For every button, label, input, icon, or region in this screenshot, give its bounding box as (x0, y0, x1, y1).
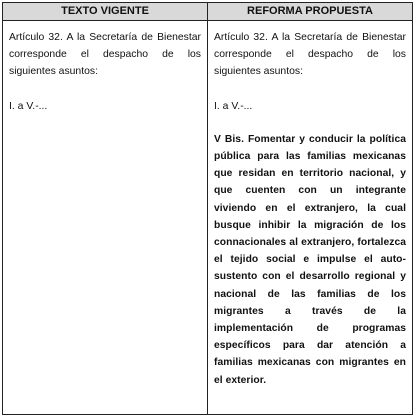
current-range-text: I. a V.-... (9, 100, 48, 112)
header-texto-vigente: TEXTO VIGENTE (3, 3, 208, 21)
proposed-new-fraction: V Bis. Fomentar y conducir la política pública para las familias mexicanas que residan en territorio nacional, y que cuenten con un integrante viviendo en el extranjero, la cual busque inhibir la migración de los connacionales al extranjero, fortalezca el tejido social e impulse el auto-sustento con el desarrollo regional y nacional de las familias de los migrantes a través de la implementación de programas específicos para dar atención a familias mexicanas con migrantes en el exterior. (214, 133, 406, 386)
proposed-article-text: Artículo 32. A la Secretaría de Bienestar corresponde el despacho de los siguientes asuntos: (214, 32, 406, 78)
proposed-range-text: I. a V.-... (214, 100, 253, 112)
current-text-cell (3, 21, 208, 414)
comparison-table (2, 2, 413, 415)
current-article-text: Artículo 32. A la Secretaría de Bienestar corresponde el despacho de los siguientes asuntos: (9, 32, 201, 78)
header-reforma-propuesta: REFORMA PROPUESTA (208, 3, 412, 21)
proposed-text-cell (208, 21, 412, 414)
